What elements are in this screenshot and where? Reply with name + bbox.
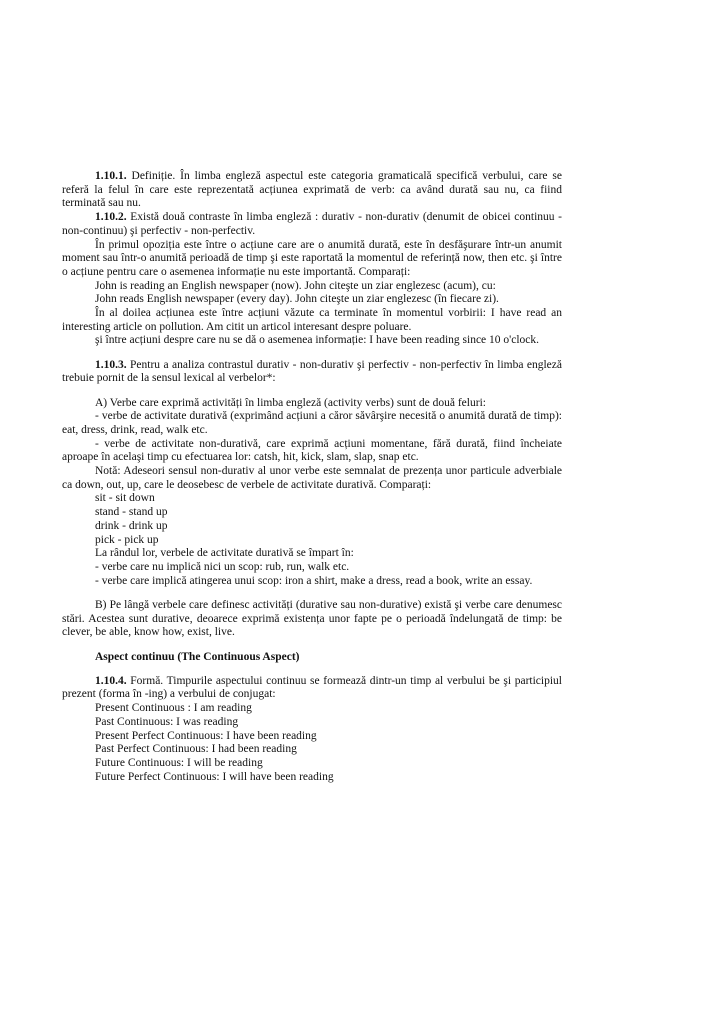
paragraph-durative-split: La rândul lor, verbele de activitate durativă se împart în: [95, 547, 354, 560]
section-number: 1.10.1. [95, 170, 127, 182]
paragraph-1-10-2 [62, 211, 562, 238]
tense-example: Future Perfect Continuous: I will have been reading [95, 770, 334, 783]
paragraph-nondurative-verbs: - verbe de activitate non-durativă, care exprimă acțiuni momentane, fără durată, fiind încheiate aproape în acelaşi timp cu efectuarea lor: catsh, hit, kick, slam, slap, snap etc. [62, 437, 562, 464]
list-item-purpose: - verbe care implică atingerea unui scop: iron a shirt, make a dress, read a book, write an essay. [95, 574, 533, 587]
verb-pair: pick - pick up [95, 533, 159, 546]
section-heading: Aspect continuu (The Continuous Aspect) [95, 650, 300, 663]
paragraph-1-10-4 [62, 675, 562, 702]
paragraph-durative-verbs: - verbe de activitate durativă (exprimând acțiuni a căror săvârşire necesită o anumită durată de timp): eat, dress, drink, read, walk etc. [62, 410, 562, 436]
paragraph-text: Există două contraste în limba engleză : durativ - non-durativ (denumit de obicei continuu - non-continuu) şi perfectiv - non-perfectiv. [62, 211, 562, 237]
paragraph-text: Formă. Timpurile aspectului continuu se formează dintr-un timp al verbului be şi participiul prezent (forma în -ing) a verbului de conjugat: [62, 674, 562, 701]
paragraph-1-10-1 [62, 170, 562, 211]
tense-example: Past Perfect Continuous: I had been reading [95, 743, 297, 756]
example-sentence: John reads English newspaper (every day). John citeşte un ziar englezesc (în fiecare zi). [95, 293, 499, 306]
verb-pair: stand - stand up [95, 506, 168, 519]
paragraph-1-10-3 [62, 359, 562, 386]
tense-example: Future Continuous: I will be reading [95, 756, 263, 769]
spacer [62, 640, 562, 651]
paragraph-note: Notă: Adeseori sensul non-durativ al unor verbe este semnalat de prezența unor particule adverbiale ca down, out, up, care le deosebesc de verbele de activitate durativă. Comparați: [62, 465, 562, 491]
paragraph-activity-verbs: A) Verbe care exprimă activități în limba engleză (activity verbs) sunt de două feluri: [95, 396, 486, 409]
spacer [62, 588, 562, 599]
section-number: 1.10.2. [95, 211, 127, 224]
tense-example: Past Continuous: I was reading [95, 715, 239, 728]
tense-example: Present Continuous : I am reading [95, 702, 252, 715]
paragraph-third-opposition: şi între acțiuni despre care nu se dă o asemenea informație: I have been reading since 10 o'clock. [95, 334, 539, 347]
spacer [62, 386, 562, 397]
list-item-no-purpose: - verbe care nu implică nici un scop: rub, run, walk etc. [95, 560, 350, 573]
spacer [62, 664, 562, 675]
section-number: 1.10.3. [95, 358, 127, 371]
paragraph-text: Definiție. În limba engleză aspectul este categoria gramaticală specifică verbului, care se referă la felul în care este reprezentată acțiunea exprimată de verb: ca având durată sau nu, ca fiind terminată sau nu. [62, 170, 562, 210]
example-sentence: John is reading an English newspaper (now). John citeşte un ziar englezesc (acum), cu: [95, 279, 496, 292]
verb-pair: drink - drink up [95, 519, 168, 532]
section-number: 1.10.4. [95, 674, 127, 687]
paragraph-text: Pentru a analiza contrastul durativ - non-durativ şi perfectiv - non-perfectiv în limba engleză trebuie pornit de la sensul lexical al verbelor*: [62, 358, 562, 385]
tense-example: Present Perfect Continuous: I have been reading [95, 729, 317, 742]
paragraph-second-opposition: În al doilea acțiunea este între acțiuni văzute ca terminate în momentul vorbirii: I have read an interesting article on pollution. Am citit un articol interesant despre poluare. [62, 307, 562, 333]
verb-pair: sit - sit down [95, 492, 155, 505]
spacer [62, 348, 562, 359]
paragraph-first-opposition: În primul opoziția este între o acțiune care are o anumită durată, este în desfăşurare într-un anumit moment sau într-o anumită perioadă de timp şi este raportată la momentul de referință now, then etc. şi între o acțiune pentru care o asemenea informație nu este importantă. Comparați: [62, 238, 562, 278]
paragraph-state-verbs: B) Pe lângă verbele care definesc activități (durative sau non-durative) există şi verbe care denumesc stări. Acestea sunt durative, deoarece exprimă existența unor fapte pe o perioadă îndelungată de timp: be clever, be able, know how, exist, live. [62, 598, 562, 639]
document-page [62, 170, 562, 784]
